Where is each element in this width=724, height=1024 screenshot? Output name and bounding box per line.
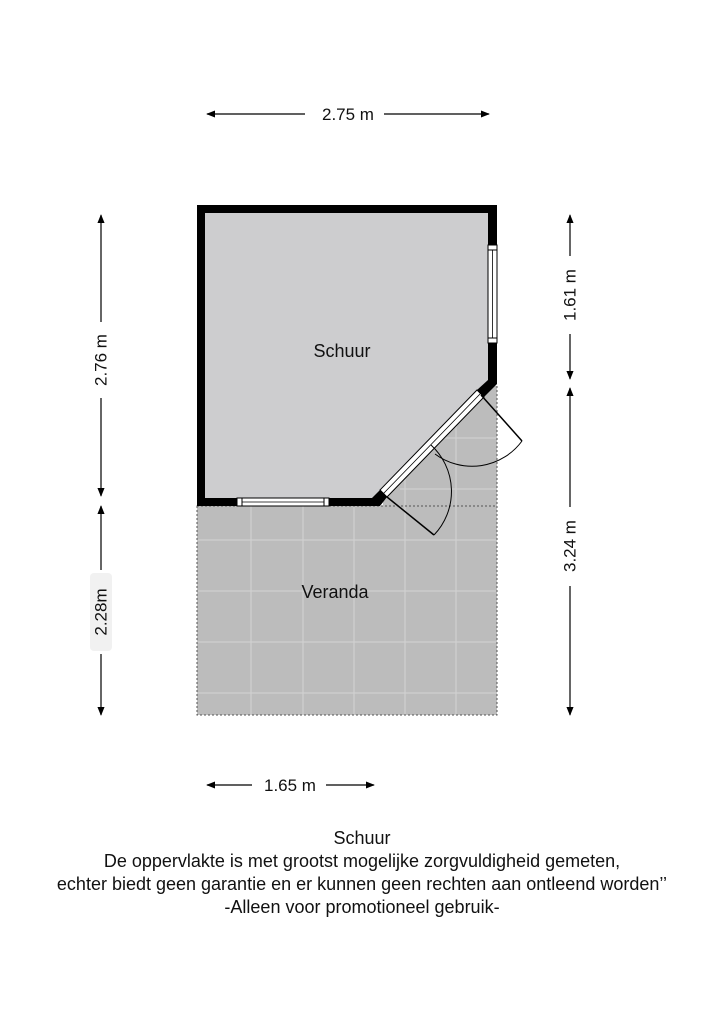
room-label-veranda: Veranda — [301, 582, 369, 602]
dimension-right-lower — [561, 388, 580, 715]
dimension-top-width — [207, 105, 489, 124]
dimension-bottom-width — [207, 776, 374, 795]
window-right — [488, 245, 497, 343]
dimension-label-left-shed: 2.76 m — [91, 334, 111, 386]
dimension-label-right-lower: 3.24 m — [560, 520, 580, 572]
dimension-label-top-width: 2.75 m — [322, 105, 374, 124]
footer-line-1: De oppervlakte is met grootst mogelijke zorgvuldigheid gemeten, — [103, 851, 621, 871]
dimension-label-right-upper: 1.61 m — [560, 269, 580, 321]
dimension-left-shed — [92, 215, 111, 496]
footer-title: Schuur — [333, 828, 391, 848]
dimension-right-upper — [561, 215, 580, 379]
dimension-left-veranda — [90, 506, 112, 715]
dimension-label-bottom-width: 1.65 m — [264, 776, 316, 795]
room-label-shed: Schuur — [313, 341, 371, 361]
footer-line-3: -Alleen voor promotioneel gebruik- — [224, 897, 500, 917]
footer-disclaimer — [0, 827, 724, 919]
dimension-label-left-veranda: 2.28m — [91, 588, 111, 636]
window-bottom — [237, 498, 329, 506]
footer-line-2: echter biedt geen garantie en er kunnen geen rechten aan ontleend worden’’ — [56, 874, 668, 894]
